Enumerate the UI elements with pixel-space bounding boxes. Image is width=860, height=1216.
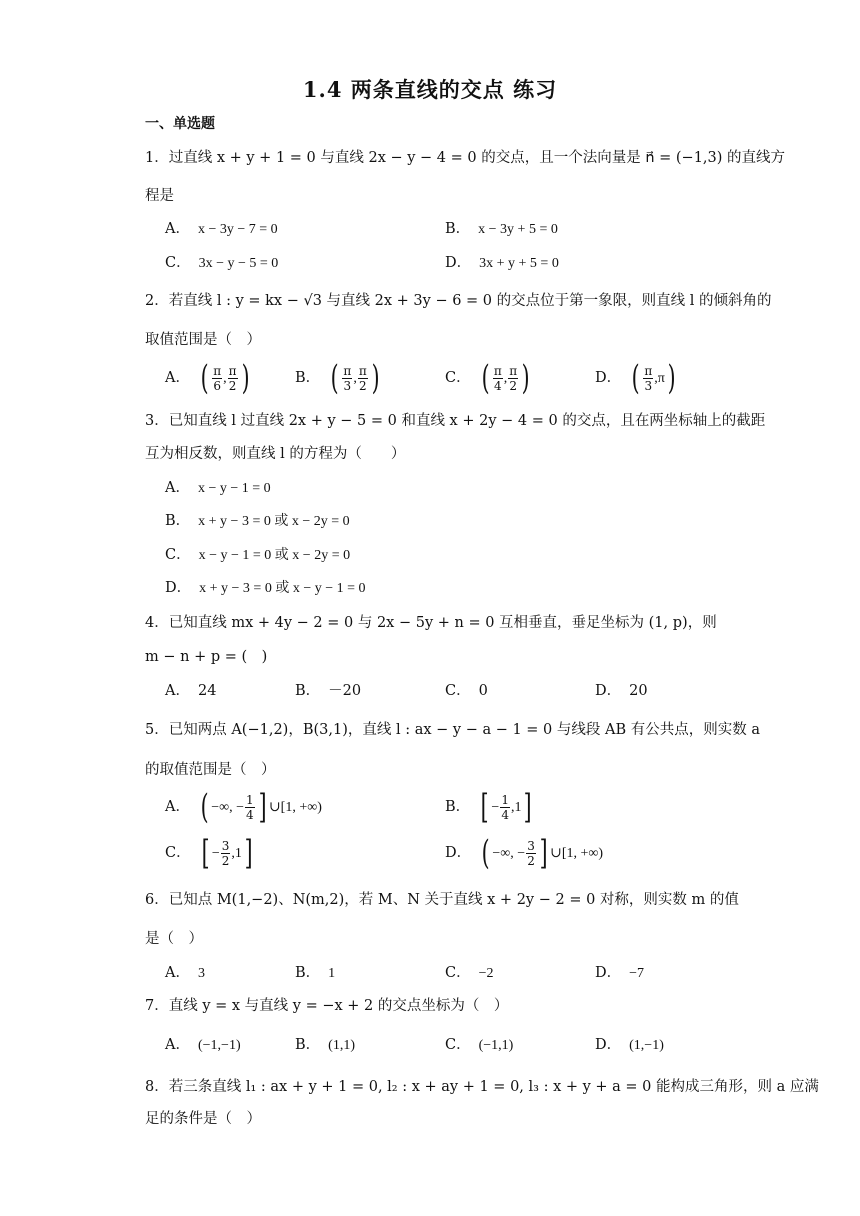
option-text: 3x + y + 5 = 0 [479, 256, 559, 271]
option-label: B． [295, 683, 321, 699]
q5-option-a[interactable] [165, 787, 322, 827]
option-label: A． [165, 480, 190, 496]
option-text: x − y − 1 = 0 [197, 481, 271, 496]
option-text: －20 [328, 683, 362, 699]
q3-option-d[interactable] [165, 578, 366, 599]
q6-stem: 6．已知点 M(1,−2)、N(m,2)，若 M、N 关于直线 x + 2y − 2 = 0 对称，则实数 m 的值 [145, 892, 739, 908]
right-bracket: ] [258, 787, 267, 827]
option-label: A． [165, 683, 190, 699]
left-paren: ( [200, 787, 209, 827]
option-text: 0 [478, 683, 488, 699]
right-paren: ) [371, 358, 380, 398]
option-label: A． [165, 1037, 190, 1053]
q1-option-c[interactable] [165, 253, 278, 274]
q2-stem: 2．若直线 l : y = kx − √3 与直线 2x + 3y − 6 = 0 的交点位于第一象限，则直线 l 的倾斜角的 [145, 293, 772, 309]
interval-start: −∞, − [211, 800, 245, 815]
left-paren: ( [481, 358, 490, 398]
comma: , [654, 371, 658, 386]
q4-option-d[interactable] [595, 681, 648, 701]
q4-option-a[interactable] [165, 681, 216, 701]
option-text: (1,−1) [629, 1038, 664, 1053]
right-paren: ) [667, 358, 676, 398]
q4-option-c[interactable] [445, 681, 488, 701]
option-label: C． [445, 683, 471, 699]
option-label: C． [165, 845, 191, 861]
fraction: $\frac{3}{2}$ [527, 838, 535, 868]
fraction: $\frac{\pi}{3}$ [644, 363, 653, 393]
pi-symbol: π [657, 371, 665, 386]
option-label: C． [445, 1037, 471, 1053]
option-label: C． [165, 255, 191, 271]
q3-option-a[interactable] [165, 478, 271, 499]
option-label: B． [295, 965, 321, 981]
q3-option-b[interactable] [165, 511, 350, 532]
q6-option-c[interactable] [445, 963, 494, 984]
q3-stem: 3．已知直线 l 过直线 2x + y − 5 = 0 和直线 x + 2y − 4 = 0 的交点，且在两坐标轴上的截距 [145, 413, 766, 429]
q5-option-b[interactable] [445, 787, 535, 827]
q6-option-b[interactable] [295, 963, 335, 984]
option-label: C． [445, 965, 471, 981]
q2-option-a[interactable] [165, 358, 252, 398]
option-text: −2 [478, 966, 494, 981]
option-text: x − 3y − 7 = 0 [197, 222, 278, 237]
left-paren: ( [330, 358, 339, 398]
right-bracket: ] [524, 787, 533, 827]
option-text: x − 3y + 5 = 0 [478, 222, 558, 237]
option-label: C． [445, 370, 471, 386]
fraction: $\frac{\pi}{4}$ [493, 363, 502, 393]
q7-option-b[interactable] [295, 1035, 355, 1056]
right-bracket: ] [244, 833, 253, 873]
left-paren: ( [200, 358, 209, 398]
option-label: B． [165, 513, 191, 529]
fraction: $\frac{3}{2}$ [221, 838, 230, 868]
option-label: C． [165, 547, 191, 563]
q1-option-a[interactable] [165, 219, 278, 240]
q8-stem: 8．若三条直线 l₁ : ax + y + 1 = 0, l₂ : x + ay + 1 = 0, l₃ : x + y + a = 0 能构成三角形，则 a 应满 [145, 1079, 819, 1095]
right-bracket: ] [539, 833, 548, 873]
q7-option-c[interactable] [445, 1035, 513, 1056]
right-paren: ) [521, 358, 530, 398]
option-label: A． [165, 221, 190, 237]
option-label: B． [445, 799, 471, 815]
option-label: D． [595, 1037, 622, 1053]
q3-option-c[interactable] [165, 545, 350, 566]
q2-option-d[interactable] [595, 358, 678, 398]
interval-end: ,1 [231, 846, 242, 861]
option-text: x + y − 3 = 0 或 x − 2y = 0 [198, 514, 350, 529]
fraction: $\frac{\pi}{2}$ [509, 363, 518, 393]
interval-start: −∞, − [492, 846, 526, 861]
section-heading: 一、单选题 [145, 116, 215, 132]
q6-option-d[interactable] [595, 963, 644, 984]
q2-option-b[interactable] [295, 358, 382, 398]
q3-stem-cont: 互为相反数，则直线 l 的方程为（ ） [145, 446, 406, 462]
q2-option-c[interactable] [445, 358, 532, 398]
left-bracket: [ [480, 787, 489, 827]
q1-option-b[interactable] [445, 219, 558, 240]
q8-stem-cont: 足的条件是（ ） [145, 1111, 261, 1127]
option-text: (−1,−1) [197, 1038, 241, 1053]
comma: , [353, 371, 357, 386]
q6-stem-cont: 是（ ） [145, 931, 203, 947]
page-title: 1.4 两条直线的交点 练习 [302, 77, 558, 102]
q5-stem-cont: 的取值范围是（ ） [145, 762, 276, 778]
fraction: $\frac{1}{4}$ [246, 792, 254, 822]
q2-stem-cont: 取值范围是（ ） [145, 332, 261, 348]
comma: , [503, 371, 508, 386]
option-text: 20 [629, 683, 648, 699]
option-label: B． [295, 370, 321, 386]
option-text: (−1,1) [478, 1038, 514, 1053]
minus-sign: − [211, 846, 220, 861]
option-label: D． [445, 845, 472, 861]
minus-sign: − [491, 800, 500, 815]
option-text: 1 [328, 966, 336, 981]
q7-option-d[interactable] [595, 1035, 664, 1056]
option-text: −7 [629, 966, 645, 981]
option-text: 24 [197, 683, 217, 699]
q4-stem-cont: m − n + p = ( ) [145, 649, 268, 665]
option-label: D． [595, 683, 622, 699]
q7-option-a[interactable] [165, 1035, 241, 1056]
option-text: x − y − 1 = 0 或 x − 2y = 0 [198, 548, 351, 563]
interval-union: ∪[1, +∞) [550, 846, 604, 861]
q5-option-c[interactable] [165, 833, 255, 873]
q4-stem: 4．已知直线 mx + 4y − 2 = 0 与 2x − 5y + n = 0 互相垂直，垂足坐标为 (1, p)，则 [145, 615, 717, 631]
option-label: D． [595, 370, 622, 386]
fraction: $\frac{\pi}{2}$ [358, 363, 367, 393]
q1-stem-cont: 程是 [145, 188, 174, 204]
interval-end: ,1 [510, 800, 522, 815]
fraction: $\frac{\pi}{6}$ [213, 363, 222, 393]
q1-stem: 1．过直线 x + y + 1 = 0 与直线 2x − y − 4 = 0 的交点，且一个法向量是 n⃗ = (−1,3) 的直线方 [145, 150, 786, 166]
option-label: B． [295, 1037, 321, 1053]
option-text: x + y − 3 = 0 或 x − y − 1 = 0 [199, 581, 366, 596]
option-text: 3x − y − 5 = 0 [198, 256, 279, 271]
fraction: $\frac{\pi}{2}$ [228, 363, 237, 393]
option-label: A． [165, 370, 190, 386]
option-label: A． [165, 799, 190, 815]
q1-option-d[interactable] [445, 253, 559, 274]
fraction: $\frac{\pi}{3}$ [343, 363, 352, 393]
q6-option-a[interactable] [165, 963, 205, 984]
left-paren: ( [631, 358, 640, 398]
q5-stem: 5．已知两点 A(−1,2)，B(3,1)，直线 l : ax − y − a − 1 = 0 与线段 AB 有公共点，则实数 a [145, 722, 760, 738]
right-paren: ) [241, 358, 250, 398]
left-paren: ( [481, 833, 490, 873]
option-label: D． [165, 580, 192, 596]
left-bracket: [ [201, 833, 210, 873]
comma: , [223, 371, 227, 386]
option-label: D． [595, 965, 622, 981]
q4-option-b[interactable] [295, 681, 361, 701]
interval-union: ∪[1, +∞) [268, 800, 322, 815]
fraction: $\frac{1}{4}$ [501, 792, 509, 822]
option-text: (1,1) [328, 1038, 355, 1053]
q5-option-d[interactable] [445, 833, 604, 873]
option-text: 3 [197, 966, 205, 981]
option-label: D． [445, 255, 472, 271]
option-label: B． [445, 221, 471, 237]
q7-stem: 7．直线 y = x 与直线 y = −x + 2 的交点坐标为（ ） [145, 998, 509, 1014]
option-label: A． [165, 965, 190, 981]
